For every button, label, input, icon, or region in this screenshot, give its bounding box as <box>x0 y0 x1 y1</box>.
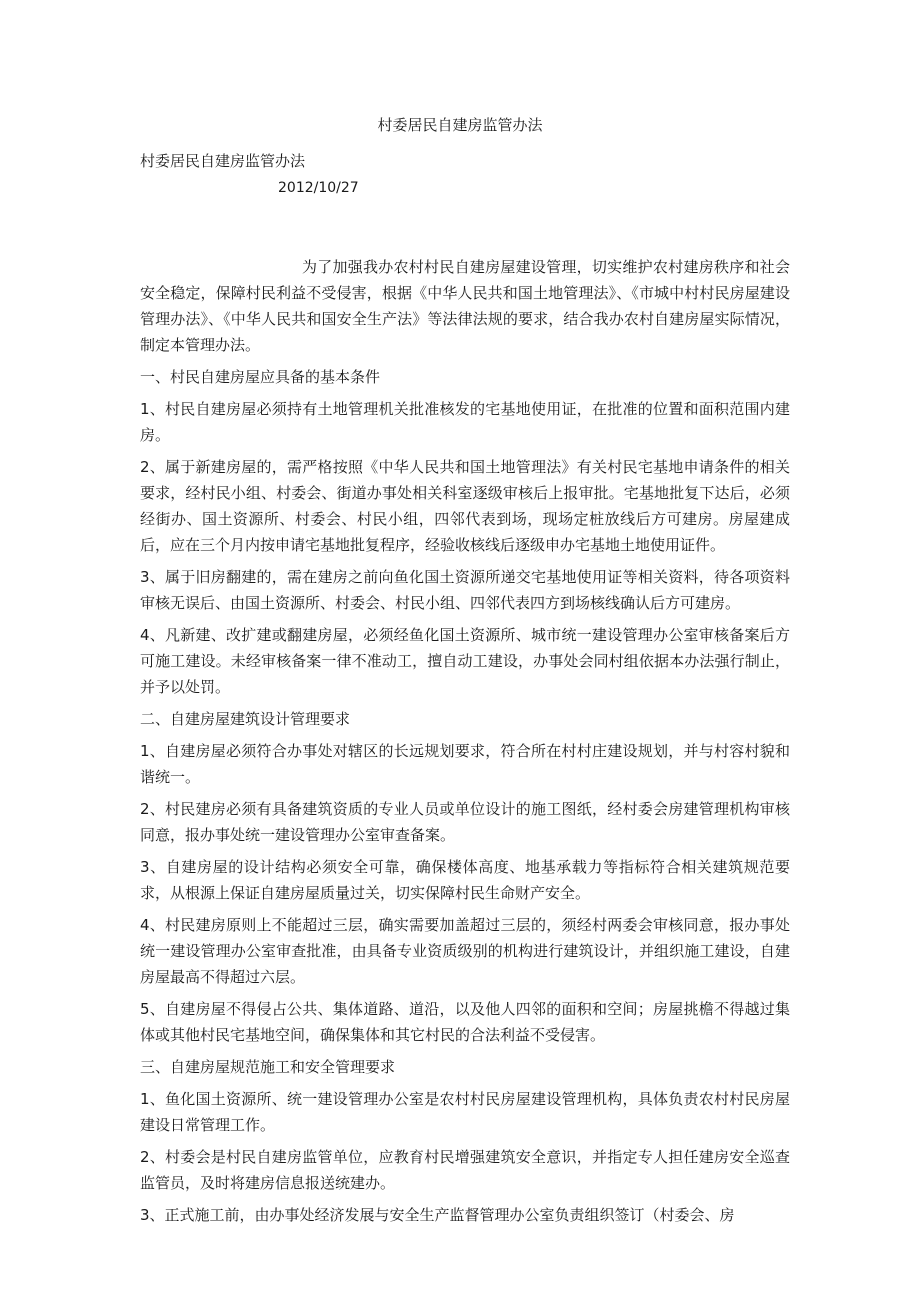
section2-item-4: 4、村民建房原则上不能超过三层，确实需要加盖超过三层的，须经村两委会审核同意，报办事处统一建设管理办公室审查批准，由具备专业资质级别的机构进行建筑设计，并组织施工建设，自建房屋最高不得超过六层。 <box>140 916 790 986</box>
document-title: 村委居民自建房监管办法 <box>377 116 543 134</box>
section3-item-1: 1、鱼化国土资源所、统一建设管理办公室是农村村民房屋建设管理机构，具体负责农村村民房屋建设日常管理工作。 <box>140 1090 790 1134</box>
intro-paragraph: 为了加强我办农村村民自建房屋建设管理，切实维护农村建房秩序和社会安全稳定，保障村民利益不受侵害，根据《中华人民共和国土地管理法》、《市城中村村民房屋建设管理办法》、《中华人民共和国安全生产法》等法律法规的要求，结合我办农村自建房屋实际情况，制定本管理办法。 <box>140 258 790 354</box>
section1-item-2: 2、属于新建房屋的，需严格按照《中华人民共和国土地管理法》有关村民宅基地申请条件的相关要求，经村民小组、村委会、街道办事处相关科室逐级审核后上报审批。宅基地批复下达后，必须经街办、国土资源所、村委会、村民小组，四邻代表到场，现场定桩放线后方可建房。房屋建成后，应在三个月内按申请宅基地批复程序，经验收核线后逐级申办宅基地土地使用证件。 <box>140 458 790 554</box>
document-body <box>140 254 790 1234</box>
section2-item-1: 1、自建房屋必须符合办事处对辖区的长远规划要求，符合所在村村庄建设规划，并与村容村貌和谐统一。 <box>140 742 790 786</box>
section1-item-3: 3、属于旧房翻建的，需在建房之前向鱼化国土资源所递交宅基地使用证等相关资料，待各项资料审核无误后、由国土资源所、村委会、村民小组、四邻代表四方到场核线确认后方可建房。 <box>140 568 790 612</box>
section-heading-3: 三、自建房屋规范施工和安全管理要求 <box>140 1058 396 1076</box>
section3-item-3: 3、正式施工前，由办事处经济发展与安全生产监督管理办公室负责组织签订（村委会、房 <box>140 1206 735 1224</box>
section2-item-5: 5、自建房屋不得侵占公共、集体道路、道沿，以及他人四邻的面积和空间；房屋挑檐不得越过集体或其他村民宅基地空间，确保集体和其它村民的合法利益不受侵害。 <box>140 1000 790 1044</box>
section1-item-1: 1、村民自建房屋必须持有土地管理机关批准核发的宅基地使用证，在批准的位置和面积范围内建房。 <box>140 400 790 444</box>
section3-item-2: 2、村委会是村民自建房监管单位，应教育村民增强建筑安全意识，并指定专人担任建房安全巡查监管员，及时将建房信息报送统建办。 <box>140 1148 790 1192</box>
section2-item-3: 3、自建房屋的设计结构必须安全可靠，确保楼体高度、地基承载力等指标符合相关建筑规范要求，从根源上保证自建房屋质量过关，切实保障村民生命财产安全。 <box>140 858 790 902</box>
section-heading-2: 二、自建房屋建筑设计管理要求 <box>140 710 351 728</box>
section2-item-2: 2、村民建房必须有具备建筑资质的专业人员或单位设计的施工图纸，经村委会房建管理机构审核同意，报办事处统一建设管理办公室审查备案。 <box>140 800 790 844</box>
section1-item-4: 4、凡新建、改扩建或翻建房屋，必须经鱼化国土资源所、城市统一建设管理办公室审核备案后方可施工建设。未经审核备案一律不准动工，擅自动工建设，办事处会同村组依据本办法强行制止，并予以处罚。 <box>140 626 790 696</box>
section-heading-1: 一、村民自建房屋应具备的基本条件 <box>140 368 381 386</box>
document-date: 2012/10/27 <box>278 180 359 196</box>
document-subtitle: 村委居民自建房监管办法 <box>140 152 306 170</box>
